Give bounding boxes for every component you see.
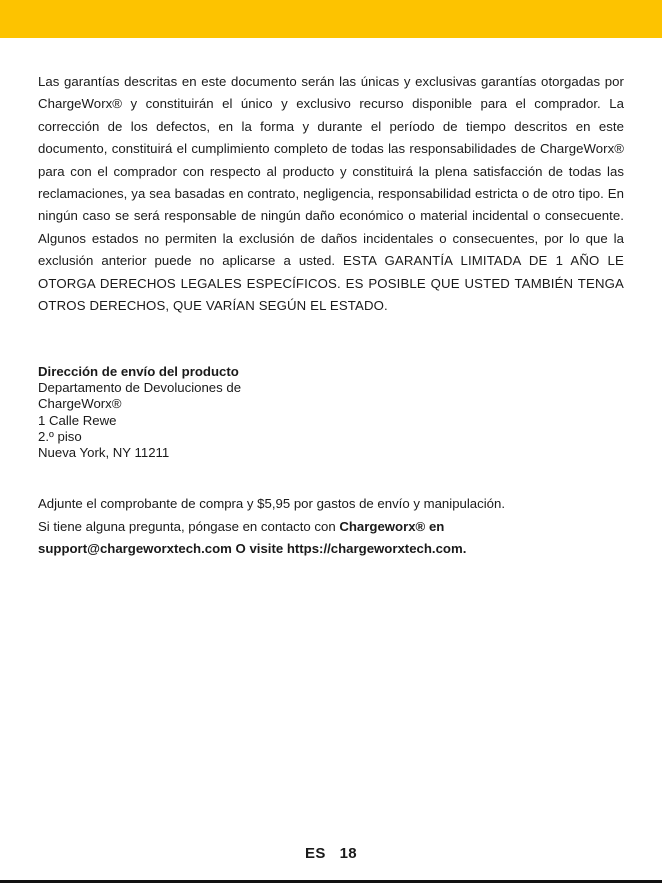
language-code: ES [305,845,326,862]
contact-line [38,516,638,539]
warranty-disclaimer-paragraph [38,71,624,317]
warranty-caps-text: ESTA GARANTÍA LIMITADA DE 1 AÑO LE OTORGA DERECHOS LEGALES ESPECÍFICOS. ES POSIBLE QUE USTED TAMBIÉN TENGA OTROS DERECHOS, QUE VARÍAN SEGÚN EL ESTADO. [38,253,624,314]
address-line: 2.º piso [38,428,82,444]
page-footer [0,845,662,862]
contact-prefix-text: Si tiene alguna pregunta, póngase en contacto con [38,518,340,534]
warranty-body-text: Las garantías descritas en este documento serán las únicas y exclusivas garantías otorgadas por ChargeWorx® y constituirán el único y exclusivo recurso disponible para el comprador. La corrección de los defectos, en la forma y durante el período de tiempo descritos en este documento, constituirá el cumplimiento completo de todas las responsabilidades de ChargeWorx® para con el comprador con respecto al producto y constituirá la plena satisfacción de todas las reclamaciones, ya sea basadas en contrato, negligencia, responsabilidad estricta o de otro tipo. En ningún caso se será responsable de ningún daño económico o material incidental o consecuente. Algunos estados no permiten la exclusión de daños incidentales o consecuentes, por lo que la exclusión anterior puede no aplicarse a usted. [38,74,624,269]
contact-block [38,493,638,561]
shipping-address-block [38,364,438,461]
shipping-address-heading: Dirección de envío del producto [38,364,239,379]
address-line: ChargeWorx® [38,396,122,412]
address-line: Nueva York, NY 11211 [38,445,170,461]
address-line: 1 Calle Rewe [38,412,117,428]
header-band [0,0,662,38]
proof-of-purchase-note: Adjunte el comprobante de compra y $5,95 por gastos de envío y manipulación. [38,496,505,511]
support-email-link[interactable]: support@chargeworxtech.com O visite https://chargeworxtech.com. [38,541,467,557]
contact-email-website [38,538,638,561]
contact-company-text: Chargeworx® en [339,518,445,534]
page-number: 18 [339,845,357,862]
address-line: Departamento de Devoluciones de [38,380,242,396]
